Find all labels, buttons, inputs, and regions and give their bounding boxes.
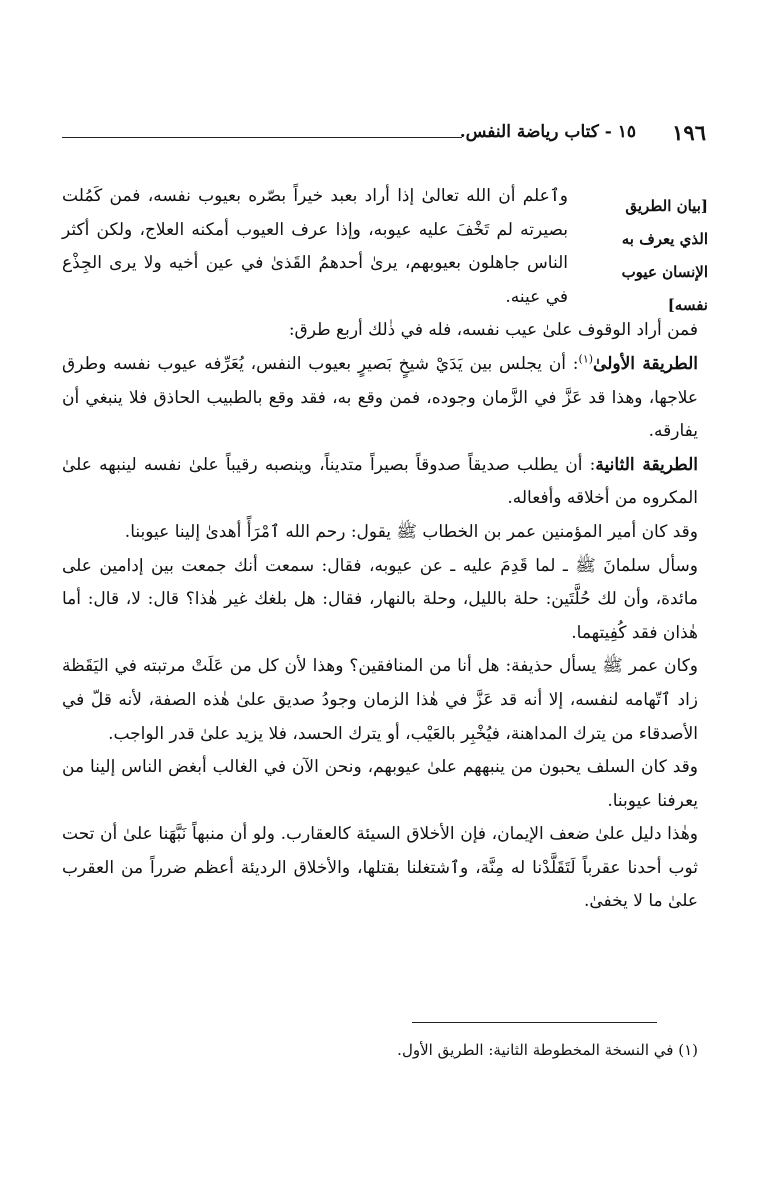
first-way-label: الطريقة الأولىٰ (593, 353, 698, 374)
body-text (62, 180, 698, 919)
paragraph-hudhayfa: وكان عمر ﷺ يسأل حذيفة: هل أنا من المنافقين؟ وهذا لأن كل من عَلَتْ مرتبته في اليَقَظة زاد ٱتّهامه لنفسه، إلا أنه قد عَزَّ في هٰذا الزمان وجودُ صديق علىٰ هٰذه الصفة، لأنه قلّ في الأصدقاء من يترك المداهنة، فيُخْبِر بالعَيْب، أو يترك الحسد، فلا يزيد علىٰ قدر الواجب. (62, 656, 698, 744)
paragraph-umar-saying: وقد كان أمير المؤمنين عمر بن الخطاب ﷺ يقول: رحم الله ٱمْرَأً أهدىٰ إلينا عيوبنا. (124, 521, 698, 542)
paragraph-scorpion: وهٰذا دليل علىٰ ضعف الإيمان، فإن الأخلاق السيئة كالعقارب. ولو أن منبهاً نَبَّهَنا علىٰ أن تحت ثوب أحدنا عقرباً لَتَقَلَّدْنا له مِنَّة، وٱشتغلنا بقتلها، والأخلاق الرديئة أعظم ضرراً من العقرب علىٰ ما لا يخفىٰ. (62, 824, 698, 912)
first-way-text: : أن يجلس بين يَدَيْ شيخٍ بَصيرٍ بعيوب النفس، يُعَرِّفه عيوب نفسه وطرق علاجها، وهذا قد عَزَّ في الزَّمان وجوده، فمن وقع به، فقد وقع بالطبيب الحاذق فلا ينبغي أن يفارقه. (62, 353, 698, 442)
header-rule (62, 137, 462, 138)
paragraph-salman: وسأل سلمانَ ﷺ ـ لما قَدِمَ عليه ـ عن عيوبه، فقال: سمعت أنك جمعت بين إدامين على مائدة، وأن لك حُلَّتَين: حلة بالليل، وحلة بالنهار، فقال: هل بلغك غير هٰذا؟ قال: لا، قال: أما هٰذان فقد كُفِيتهما. (62, 555, 698, 643)
second-way-text: : أن يطلب صديقاً صدوقاً بصيراً متديناً، وينصبه رقيباً علىٰ نفسه لينبهه علىٰ المكروه من أخلاقه وأفعاله. (62, 454, 698, 509)
paragraph-first-way (62, 348, 698, 449)
page-number: ١٩٦ (672, 120, 706, 145)
paragraph-four-ways: فمن أراد الوقوف علىٰ عيب نفسه، فله في ذٰلك أربع طرق: (288, 320, 698, 341)
paragraph-salaf: وقد كان السلف يحبون من ينبههم علىٰ عيوبهم، ونحن الآن في الغالب أبغض الناس إلينا من يعرفنا عيوبنا. (62, 757, 698, 811)
paragraph-intro: وٱعلم أن الله تعالىٰ إذا أراد بعبد خيراً بصّره بعيوب نفسه، فمن كَمُلت بصيرته لم تَخْفَ عليه عيوبه، وإذا عرف العيوب أمكنه العلاج، ولكن أكثر الناس جاهلون بعيوبهم، يرىٰ أحدهمُ القَذىٰ في عين أخيه ولا يرى الجِذْع في عينه. (62, 186, 568, 307)
running-title: ١٥ - كتاب رياضة النفس. (459, 122, 636, 142)
footnote-rule (412, 1022, 657, 1023)
footnote: (١) في النسخة المخطوطة الثانية: الطريق الأول. (397, 1041, 698, 1059)
page-header (62, 120, 706, 150)
second-way-label: الطريقة الثانية (595, 454, 699, 475)
footnote-reference: (١) (578, 352, 594, 366)
paragraph-second-way (62, 449, 698, 516)
margin-note: [بيان الطريق الذي يعرف به الإنسان عيوب نفسه] (621, 197, 708, 314)
